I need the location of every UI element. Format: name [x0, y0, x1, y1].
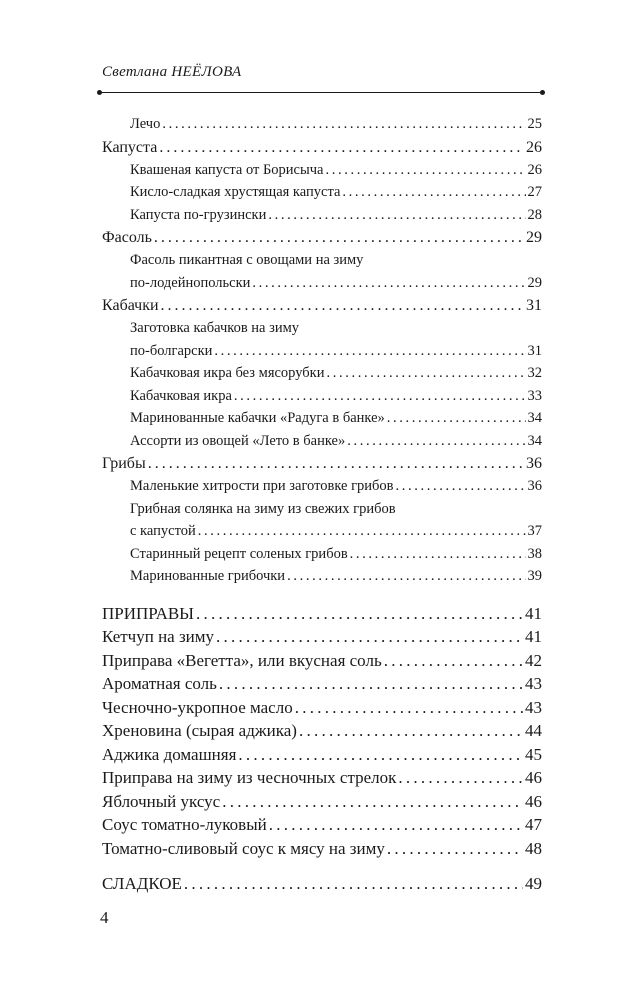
- toc-entry-title: Приправа «Вегетта», или вкусная соль: [102, 650, 382, 670]
- toc-entry-title: по-болгарски: [130, 342, 213, 359]
- toc-entry-title: Фасоль пикантная с овощами на зиму: [130, 252, 364, 268]
- toc-entry-title: Заготовка кабачков на зиму: [130, 320, 300, 336]
- toc-entry[interactable]: [102, 625, 542, 649]
- toc-leader: [238, 743, 523, 767]
- toc-leader: [154, 226, 524, 249]
- header-rule: [100, 92, 542, 93]
- toc-entry-page: 27: [527, 184, 542, 200]
- toc-entry-page: 29: [527, 274, 542, 291]
- toc-leader: [269, 813, 523, 837]
- toc-entry-title: Маринованные грибочки: [130, 568, 286, 584]
- toc-leader: [325, 159, 525, 182]
- toc-leader: [387, 837, 523, 861]
- toc-entry[interactable]: [102, 340, 542, 363]
- toc-section[interactable]: [102, 602, 542, 626]
- toc-entry-page: 37: [527, 523, 542, 539]
- toc-entry-page: 43: [525, 674, 542, 693]
- toc-entry-continued[interactable]: [102, 249, 542, 272]
- toc-entry[interactable]: [102, 226, 542, 249]
- toc-entry-page: 45: [525, 744, 542, 764]
- toc-entry-page: 28: [527, 206, 542, 223]
- toc-entry-title: Кабачковая икра без мясорубки: [130, 365, 325, 381]
- page-number: 4: [100, 908, 109, 927]
- toc-leader: [222, 790, 523, 814]
- toc-entry[interactable]: [102, 696, 542, 720]
- section-gap: [102, 860, 542, 872]
- toc-entry-page: 29: [526, 229, 542, 246]
- toc-entry-title: Кисло-сладкая хрустящая капуста: [130, 184, 341, 200]
- toc-entry[interactable]: [102, 837, 542, 861]
- toc-entry-page: 34: [527, 410, 542, 426]
- toc-entry[interactable]: [102, 181, 542, 204]
- toc-leader: [234, 385, 526, 408]
- toc-leader: [326, 362, 525, 385]
- toc-entry[interactable]: [102, 452, 542, 475]
- toc-leader: [216, 625, 523, 649]
- toc-entry-page: 26: [527, 161, 542, 178]
- toc-leader: [196, 602, 523, 626]
- toc-entry[interactable]: [102, 407, 542, 430]
- toc-entry-title: Кабачки: [102, 297, 159, 314]
- toc-entry[interactable]: [102, 475, 542, 498]
- toc-entry-page: 36: [527, 478, 542, 494]
- toc-entry[interactable]: [102, 430, 542, 453]
- toc-entry[interactable]: [102, 672, 542, 696]
- toc-entry[interactable]: [102, 565, 542, 588]
- toc-entry[interactable]: [102, 113, 542, 136]
- toc-section[interactable]: [102, 872, 542, 896]
- toc-entry[interactable]: [102, 543, 542, 566]
- toc-entry-page: 48: [525, 838, 542, 858]
- toc-leader: [184, 872, 523, 896]
- toc-entry[interactable]: [102, 136, 542, 159]
- toc-entry-page: 34: [527, 432, 542, 449]
- toc-entry-title: Аджика домашняя: [102, 744, 237, 764]
- toc-entry-title: с капустой: [130, 523, 196, 539]
- toc-entry-page: 49: [525, 874, 542, 893]
- toc-leader: [396, 475, 526, 498]
- toc-entry-page: 33: [527, 387, 542, 404]
- section-gap: [102, 588, 542, 602]
- toc-entry-title: Ароматная соль: [102, 674, 217, 693]
- toc-entry-title: Приправа на зиму из чесночных стрелок: [102, 768, 397, 787]
- toc-entry[interactable]: [102, 790, 542, 814]
- toc-leader: [198, 520, 526, 543]
- toc-entry-title: Квашеная капуста от Борисыча: [130, 161, 324, 178]
- toc-leader: [287, 565, 525, 588]
- toc-entry[interactable]: [102, 294, 542, 317]
- toc-leader: [295, 696, 523, 720]
- toc-entry-page: 43: [525, 697, 542, 717]
- toc-leader: [350, 543, 526, 566]
- toc-entry-page: 31: [526, 297, 542, 314]
- toc-entry-page: 38: [527, 545, 542, 562]
- toc-entry-page: 41: [525, 603, 542, 623]
- toc-leader: [347, 430, 525, 453]
- toc-entry-title: Лечо: [130, 116, 161, 132]
- toc-leader: [161, 294, 524, 317]
- toc-entry-title: Старинный рецепт соленых грибов: [130, 545, 348, 562]
- toc-entry[interactable]: [102, 362, 542, 385]
- toc-entry-title: Капуста: [102, 138, 158, 156]
- toc-entry-page: 42: [525, 650, 542, 670]
- toc-entry-page: 39: [527, 568, 542, 584]
- toc-entry-title: Хреновина (сырая аджика): [102, 721, 297, 740]
- toc-entry-title: Ассорти из овощей «Лето в банке»: [130, 432, 346, 449]
- toc-entry-continued[interactable]: [102, 317, 542, 340]
- toc-leader: [384, 649, 523, 673]
- toc-entry-page: 26: [526, 138, 542, 156]
- toc-entry-page: 31: [527, 342, 542, 359]
- toc-entry-title: Капуста по-грузински: [130, 206, 267, 223]
- toc-entry-page: 36: [526, 455, 542, 472]
- toc-entry[interactable]: [102, 204, 542, 227]
- toc-entry[interactable]: [102, 719, 542, 743]
- toc-leader: [162, 113, 525, 136]
- toc-entry-title: СЛАДКОЕ: [102, 874, 182, 893]
- toc-leader: [299, 719, 523, 743]
- toc-entry[interactable]: [102, 649, 542, 673]
- toc-entry[interactable]: [102, 159, 542, 182]
- toc-entry[interactable]: [102, 272, 542, 295]
- toc-entry-title: Маленькие хитрости при заготовке грибов: [130, 478, 394, 494]
- toc-entry-continued[interactable]: [102, 498, 542, 521]
- toc-entry[interactable]: [102, 766, 542, 790]
- toc-entry-page: 25: [527, 116, 542, 132]
- toc-entry-title: Яблочный уксус: [102, 791, 221, 811]
- toc-entry-title: Фасоль: [102, 229, 152, 246]
- running-header: Светлана НЕЁЛОВА: [102, 64, 242, 80]
- toc-entry-page: 32: [527, 365, 542, 381]
- toc-entry[interactable]: [102, 385, 542, 408]
- toc-entry-page: 44: [525, 721, 542, 740]
- toc-entry-title: Томатно-сливовый соус к мясу на зиму: [102, 838, 385, 858]
- toc-entry-page: 46: [525, 791, 542, 811]
- toc-entry-title: по-лодейнопольски: [130, 274, 251, 291]
- toc-entry-title: ПРИПРАВЫ: [102, 603, 195, 623]
- toc-leader: [148, 452, 524, 475]
- table-of-contents: [102, 113, 542, 896]
- toc-entry[interactable]: [102, 743, 542, 767]
- toc-leader: [219, 672, 523, 696]
- toc-entry[interactable]: [102, 813, 542, 837]
- toc-leader: [159, 136, 524, 159]
- toc-leader: [268, 204, 525, 227]
- toc-entry-page: 47: [525, 815, 542, 834]
- toc-entry-page: 46: [525, 768, 542, 787]
- toc-entry[interactable]: [102, 520, 542, 543]
- toc-leader: [342, 181, 525, 204]
- toc-entry-title: Соус томатно-луковый: [102, 815, 267, 834]
- toc-entry-title: Кабачковая икра: [130, 387, 232, 404]
- toc-leader: [214, 340, 525, 363]
- toc-entry-title: Маринованные кабачки «Радуга в банке»: [130, 410, 385, 426]
- toc-leader: [252, 272, 525, 295]
- toc-entry-page: 41: [525, 627, 542, 646]
- toc-entry-title: Грибная солянка на зиму из свежих грибов: [130, 500, 396, 517]
- toc-entry-title: Грибы: [102, 455, 146, 472]
- toc-entry-title: Чесночно-укропное масло: [102, 697, 293, 717]
- toc-leader: [398, 766, 523, 790]
- toc-entry-title: Кетчуп на зиму: [102, 627, 215, 646]
- toc-leader: [387, 407, 526, 430]
